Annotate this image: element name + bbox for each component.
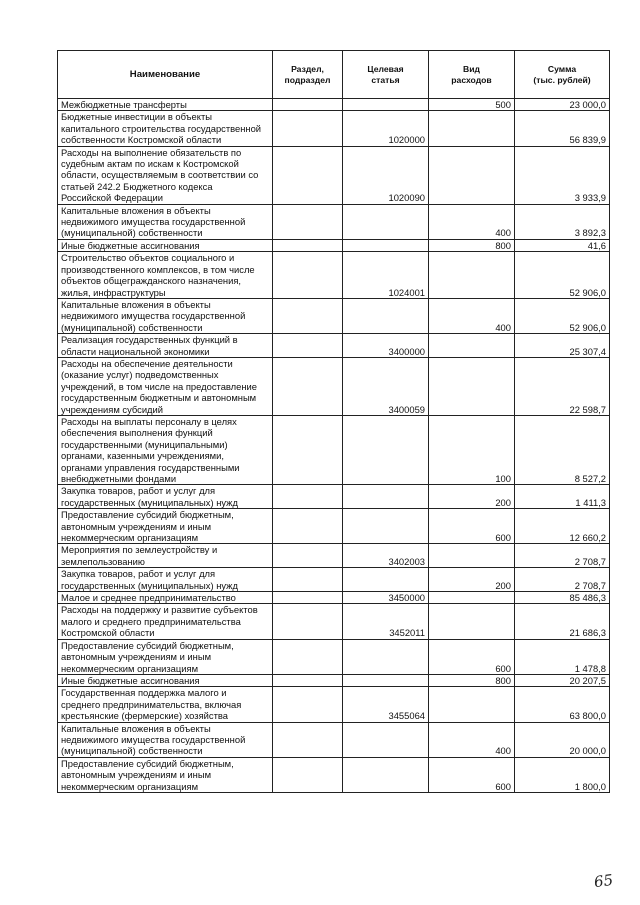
cell-target-article: 3450000 [343,592,429,604]
page-number: 65 [592,870,615,892]
cell-sum: 52 906,0 [515,252,610,299]
cell-razdel [273,111,343,146]
cell-expense-type [429,687,515,722]
cell-expense-type: 400 [429,298,515,333]
cell-sum: 2 708,7 [515,544,610,568]
cell-razdel [273,757,343,792]
cell-target-article [343,757,429,792]
cell-sum: 3 892,3 [515,204,610,239]
cell-target-article: 3400000 [343,334,429,358]
cell-sum: 21 686,3 [515,604,610,639]
cell-target-article [343,509,429,544]
cell-target-article [343,568,429,592]
cell-razdel [273,592,343,604]
cell-target-article [343,674,429,686]
cell-name: Капитальные вложения в объекты недвижимого имущества государственной (муниципальной) собственности [58,298,273,333]
table-row [58,252,610,299]
cell-razdel [273,415,343,484]
table-row [58,687,610,722]
cell-sum: 8 527,2 [515,415,610,484]
cell-name: Реализация государственных функций в области национальной экономики [58,334,273,358]
header-name: Наименование [58,51,273,99]
cell-target-article: 1024001 [343,252,429,299]
cell-name: Строительство объектов социального и производственного комплексов, в том числе объектов общегражданского назначения, жилья, инфраструктуры [58,252,273,299]
cell-razdel [273,357,343,415]
cell-razdel [273,298,343,333]
table-row [58,568,610,592]
cell-expense-type [429,604,515,639]
cell-sum: 2 708,7 [515,568,610,592]
cell-target-article [343,99,429,111]
table-row [58,99,610,111]
cell-sum: 3 933,9 [515,146,610,204]
cell-expense-type: 600 [429,509,515,544]
cell-razdel [273,509,343,544]
cell-expense-type [429,111,515,146]
cell-razdel [273,334,343,358]
cell-expense-type [429,544,515,568]
cell-target-article [343,639,429,674]
cell-razdel [273,252,343,299]
table-row [58,334,610,358]
cell-sum: 22 598,7 [515,357,610,415]
header-sum: Сумма (тыс. рублей) [515,51,610,99]
cell-sum: 12 660,2 [515,509,610,544]
cell-name: Предоставление субсидий бюджетным, автономным учреждениям и иным некоммерческим организациям [58,757,273,792]
header-row [58,51,610,99]
cell-razdel [273,604,343,639]
cell-razdel [273,722,343,757]
cell-razdel [273,674,343,686]
cell-name: Расходы на обеспечение деятельности (оказание услуг) подведомственных учреждений, в том числе на предоставление государственным бюджетным и автономным учреждениям субсидий [58,357,273,415]
table-row [58,509,610,544]
table-row [58,204,610,239]
cell-expense-type [429,334,515,358]
cell-expense-type: 800 [429,239,515,251]
cell-sum: 1 411,3 [515,485,610,509]
cell-expense-type [429,146,515,204]
cell-name: Межбюджетные трансферты [58,99,273,111]
cell-expense-type: 600 [429,757,515,792]
header-razdel: Раздел, подраздел [273,51,343,99]
cell-name: Капитальные вложения в объекты недвижимого имущества государственной (муниципальной) собственности [58,722,273,757]
cell-expense-type: 800 [429,674,515,686]
cell-razdel [273,639,343,674]
cell-razdel [273,99,343,111]
table-row [58,111,610,146]
cell-name: Расходы на выполнение обязательств по судебным актам по искам к Костромской области, осуществляемым в соответствии со статьей 242.2 Бюджетного кодекса Российской Федерации [58,146,273,204]
cell-razdel [273,687,343,722]
table-row [58,757,610,792]
cell-target-article: 1020000 [343,111,429,146]
table-header [58,51,610,99]
cell-sum: 63 800,0 [515,687,610,722]
cell-name: Малое и среднее предпринимательство [58,592,273,604]
table-row [58,592,610,604]
cell-sum: 85 486,3 [515,592,610,604]
cell-expense-type: 600 [429,639,515,674]
cell-target-article: 3400059 [343,357,429,415]
cell-sum: 1 478,8 [515,639,610,674]
cell-expense-type [429,592,515,604]
cell-expense-type: 200 [429,485,515,509]
header-expense-type: Вид расходов [429,51,515,99]
cell-expense-type: 400 [429,204,515,239]
table-row [58,674,610,686]
cell-expense-type [429,357,515,415]
cell-sum: 23 000,0 [515,99,610,111]
cell-razdel [273,568,343,592]
cell-sum: 56 839,9 [515,111,610,146]
cell-razdel [273,485,343,509]
cell-razdel [273,239,343,251]
cell-expense-type [429,252,515,299]
cell-target-article [343,722,429,757]
table-row [58,639,610,674]
cell-sum: 52 906,0 [515,298,610,333]
cell-sum: 41,6 [515,239,610,251]
cell-name: Расходы на выплаты персоналу в целях обеспечения выполнения функций государственными (муниципальными) органами, казенными учреждениями, органами управления государственными внебюджетными фондами [58,415,273,484]
cell-name: Закупка товаров, работ и услуг для государственных (муниципальных) нужд [58,568,273,592]
table-row [58,485,610,509]
table-row [58,298,610,333]
cell-name: Мероприятия по землеустройству и землепользованию [58,544,273,568]
table-row [58,604,610,639]
cell-razdel [273,544,343,568]
table-row [58,146,610,204]
cell-sum: 20 000,0 [515,722,610,757]
cell-name: Иные бюджетные ассигнования [58,239,273,251]
cell-target-article [343,298,429,333]
cell-target-article: 1020090 [343,146,429,204]
budget-table [57,50,610,793]
cell-sum: 1 800,0 [515,757,610,792]
cell-razdel [273,146,343,204]
table-row [58,357,610,415]
cell-target-article [343,239,429,251]
table-body [58,99,610,793]
cell-sum: 25 307,4 [515,334,610,358]
cell-target-article: 3455064 [343,687,429,722]
cell-target-article: 3402003 [343,544,429,568]
cell-expense-type: 100 [429,415,515,484]
table-row [58,544,610,568]
cell-name: Предоставление субсидий бюджетным, автономным учреждениям и иным некоммерческим организациям [58,639,273,674]
cell-name: Государственная поддержка малого и среднего предпринимательства, включая крестьянские (фермерские) хозяйства [58,687,273,722]
cell-name: Капитальные вложения в объекты недвижимого имущества государственной (муниципальной) собственности [58,204,273,239]
cell-razdel [273,204,343,239]
cell-name: Расходы на поддержку и развитие субъектов малого и среднего предпринимательства Костромской области [58,604,273,639]
cell-expense-type: 200 [429,568,515,592]
cell-target-article: 3452011 [343,604,429,639]
table-row [58,415,610,484]
cell-expense-type: 400 [429,722,515,757]
table-row [58,722,610,757]
cell-name: Закупка товаров, работ и услуг для государственных (муниципальных) нужд [58,485,273,509]
cell-sum: 20 207,5 [515,674,610,686]
cell-name: Бюджетные инвестиции в объекты капитального строительства государственной собственности Костромской области [58,111,273,146]
cell-name: Предоставление субсидий бюджетным, автономным учреждениям и иным некоммерческим организациям [58,509,273,544]
cell-expense-type: 500 [429,99,515,111]
cell-name: Иные бюджетные ассигнования [58,674,273,686]
cell-target-article [343,485,429,509]
table-row [58,239,610,251]
cell-target-article [343,415,429,484]
cell-target-article [343,204,429,239]
header-target-article: Целевая статья [343,51,429,99]
